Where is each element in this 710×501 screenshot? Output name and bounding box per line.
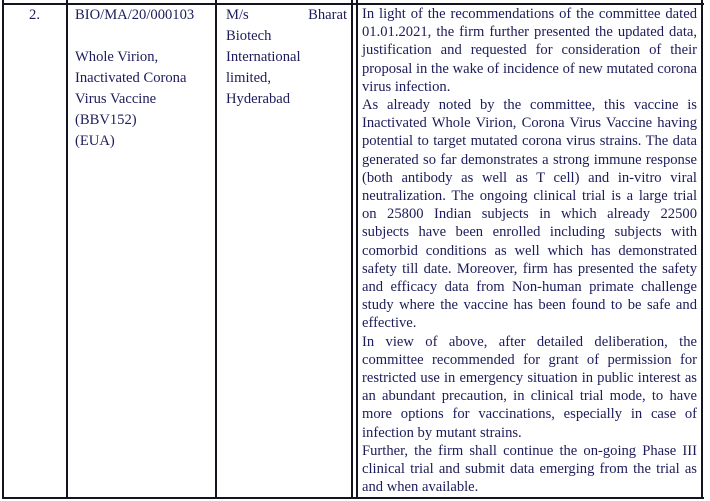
vaccine-code: (BBV152) — [75, 112, 137, 128]
vaccine-name-line: Inactivated Corona — [75, 70, 187, 86]
row-border-bottom — [2, 497, 704, 499]
serial-number-cell — [3, 6, 66, 25]
firm-name-line: M/s Bharat — [226, 7, 347, 23]
firm-name-line: limited, — [226, 70, 271, 86]
blank-line — [75, 26, 213, 47]
recommendation-cell — [362, 5, 697, 496]
application-cell — [75, 5, 213, 152]
serial-number: 2. — [29, 7, 40, 23]
recommendation-paragraph: In light of the recommendations of the committee dated 01.01.2021, the firm further presented the updated data, justification and requested for consideration of their proposal in the wake of incidence of new mutated corona virus infection. — [362, 6, 697, 95]
table-border-right — [701, 0, 703, 499]
column-divider-firm-outer — [351, 0, 353, 499]
column-divider-application — [215, 0, 217, 499]
column-divider-serial — [66, 0, 68, 499]
column-divider-firm-inner — [356, 0, 358, 499]
vaccine-eua-tag: (EUA) — [75, 133, 115, 149]
vaccine-name-line: Whole Virion, — [75, 49, 159, 65]
firm-cell — [226, 5, 347, 110]
firm-name-line: International — [226, 49, 301, 65]
table-border-left — [2, 0, 4, 499]
vaccine-name-line: Virus Vaccine — [75, 91, 157, 107]
recommendation-paragraph: Further, the firm shall continue the on-going Phase III clinical trial and submit data emerging from the trial as and when available. — [362, 442, 697, 496]
firm-city: Hyderabad — [226, 91, 291, 107]
recommendation-paragraph: As already noted by the committee, this vaccine is Inactivated Whole Virion, Corona Virus Vaccine having potential to target mutated corona virus strains. The data generated so far demonstrates a strong immune response (both antibody as well as T cell) and in-vitro viral neutralization. The ongoing clinical trial is a large trial on 25800 Indian subjects in which already 22500 subjects have been enrolled including subjects with comorbid conditions as well which has demonstrated safety till date. Moreover, firm has presented the safety and efficacy data from Non-human primate challenge study where the vaccine has been found to be safe and effective. — [362, 97, 697, 332]
application-number: BIO/MA/20/000103 — [75, 7, 195, 23]
firm-name-line: Biotech — [226, 28, 272, 44]
recommendation-paragraph: In view of above, after detailed deliberation, the committee recommended for grant of permission for restricted use in emergency situation in public interest as an abundant precaution, in clinical trial mode, to have more options for vaccinations, especially in case of infection by mutant strains. — [362, 333, 697, 441]
